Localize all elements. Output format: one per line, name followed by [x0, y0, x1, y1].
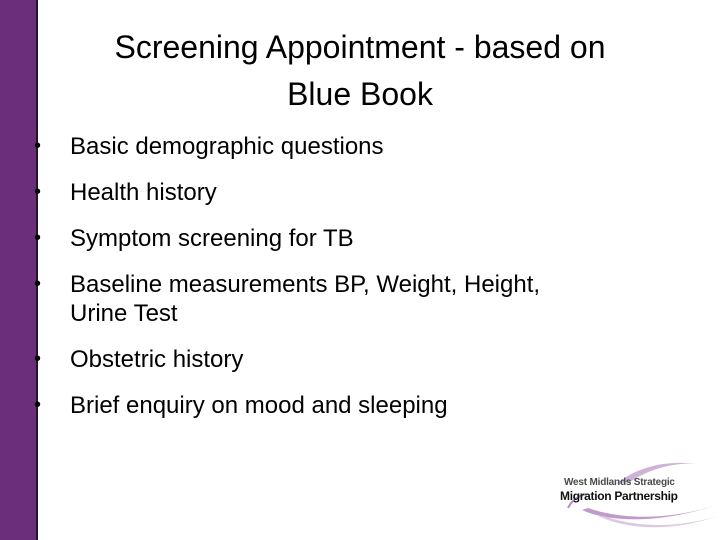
slide-title: [50, 24, 670, 118]
bullet-text: Symptom screening for TB: [70, 225, 354, 252]
logo-text-line-2: Migration Partnership: [560, 489, 678, 503]
bullet-item: [30, 391, 690, 420]
title-line-2: Blue Book: [287, 76, 433, 112]
bullet-marker: •: [34, 394, 42, 416]
bullet-text: Baseline measurements BP, Weight, Height,: [70, 271, 541, 298]
bullet-marker: •: [34, 348, 42, 370]
partnership-logo: [538, 458, 720, 538]
bullet-marker: •: [34, 227, 42, 249]
bullet-item: [30, 345, 690, 374]
bullet-item: [30, 224, 690, 253]
bullet-text: Brief enquiry on mood and sleeping: [70, 392, 448, 419]
bullet-text-continuation: Urine Test: [70, 300, 178, 327]
bullet-marker: •: [34, 181, 42, 203]
bullet-item: [30, 270, 690, 328]
bullet-text: Health history: [70, 179, 217, 206]
bullet-text: Basic demographic questions: [70, 133, 384, 160]
bullet-item: [30, 178, 690, 207]
bullet-list: [30, 132, 690, 437]
bullet-marker: •: [34, 135, 42, 157]
bullet-marker: •: [34, 273, 42, 295]
bullet-item: [30, 132, 690, 161]
title-line-1: Screening Appointment - based on: [114, 29, 606, 65]
bullet-text: Obstetric history: [70, 346, 244, 373]
logo-text-line-1: West Midlands Strategic: [564, 477, 675, 488]
